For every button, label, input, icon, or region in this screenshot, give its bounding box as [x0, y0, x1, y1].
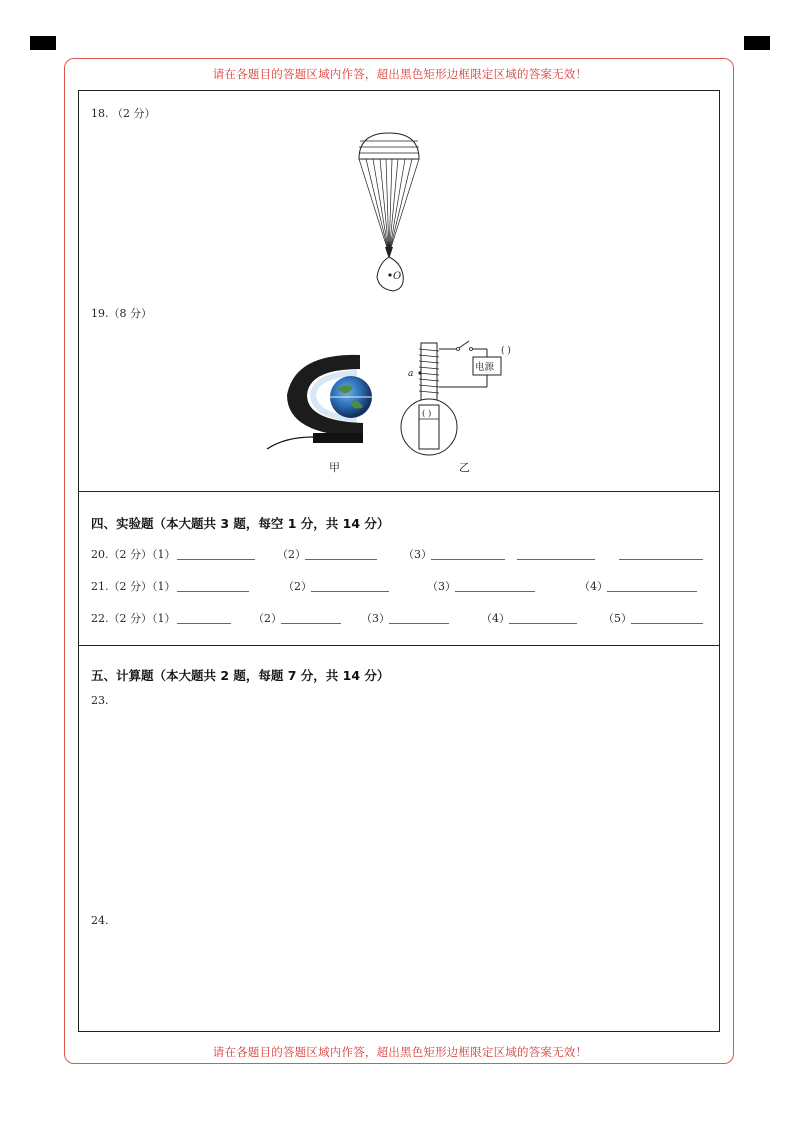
electromagnet-circuit-diagram — [395, 335, 535, 467]
q22-prefix: 22.（2 分）（1） — [91, 612, 176, 625]
q21-part3-label: （3） — [427, 580, 456, 593]
q22-blank-1[interactable] — [177, 623, 231, 624]
q22-blank-4[interactable] — [509, 623, 577, 624]
warning-bottom: 请在各题目的答题区域内作答，超出黑色矩形边框限定区域的答案无效！ — [212, 1045, 588, 1059]
q21-prefix: 21.（2 分）（1） — [91, 580, 176, 593]
q20-prefix: 20.（2 分）（1） — [91, 548, 176, 561]
compass-bracket: ( ) — [422, 409, 432, 419]
q22-blank-5[interactable] — [631, 623, 703, 624]
q22-part3-label: （3） — [361, 612, 390, 625]
q21-row — [91, 578, 711, 594]
q22-blank-3[interactable] — [389, 623, 449, 624]
q21-blank-1[interactable] — [177, 591, 249, 592]
q22-blank-2[interactable] — [281, 623, 341, 624]
q20-blank-4[interactable] — [517, 559, 595, 560]
q20-blank-1[interactable] — [177, 559, 255, 560]
point-o-label: O — [393, 271, 402, 282]
fig-jia-label: 甲 — [329, 461, 340, 474]
section4-answer-box — [78, 491, 720, 646]
q20-blank-3[interactable] — [431, 559, 505, 560]
q21-part2-label: （2） — [283, 580, 312, 593]
q24-label: 24. — [91, 914, 109, 927]
power-polarity-bracket: ( ) — [501, 346, 511, 356]
registration-marker-right — [744, 36, 770, 50]
q22-row — [91, 610, 711, 626]
q21-blank-3[interactable] — [455, 591, 535, 592]
warning-top: 请在各题目的答题区域内作答，超出黑色矩形边框限定区域的答案无效！ — [212, 67, 588, 81]
power-source-label: 电源 — [475, 362, 495, 373]
fig-yi-label: 乙 — [459, 461, 470, 474]
section5-answer-box — [78, 645, 720, 1032]
q24-answer-area[interactable] — [91, 932, 707, 1026]
q22-part4-label: （4） — [481, 612, 510, 625]
q22-part2-label: （2） — [253, 612, 282, 625]
q20-blank-5[interactable] — [619, 559, 703, 560]
q20-blank-2[interactable] — [305, 559, 377, 560]
q19-label: 19.（8 分） — [91, 307, 152, 320]
section3-answer-box — [78, 90, 720, 492]
q22-part5-label: （5） — [603, 612, 632, 625]
q20-part2-label: （2） — [277, 548, 306, 561]
q21-part4-label: （4） — [579, 580, 608, 593]
q20-row — [91, 546, 711, 562]
q21-blank-2[interactable] — [311, 591, 389, 592]
q23-answer-area[interactable] — [91, 712, 707, 908]
registration-marker-left — [30, 36, 56, 50]
q21-blank-4[interactable] — [607, 591, 697, 592]
q23-label: 23. — [91, 694, 109, 707]
q18-label: 18. （2 分） — [91, 107, 156, 120]
parachute-diagram — [349, 129, 429, 299]
section4-title: 四、实验题（本大题共 3 题，每空 1 分，共 14 分） — [91, 516, 390, 531]
levitating-globe-image — [265, 345, 385, 451]
point-a-label: a — [408, 369, 414, 379]
q20-part3-label: （3） — [403, 548, 432, 561]
section5-title: 五、计算题（本大题共 2 题，每题 7 分，共 14 分） — [91, 668, 390, 683]
